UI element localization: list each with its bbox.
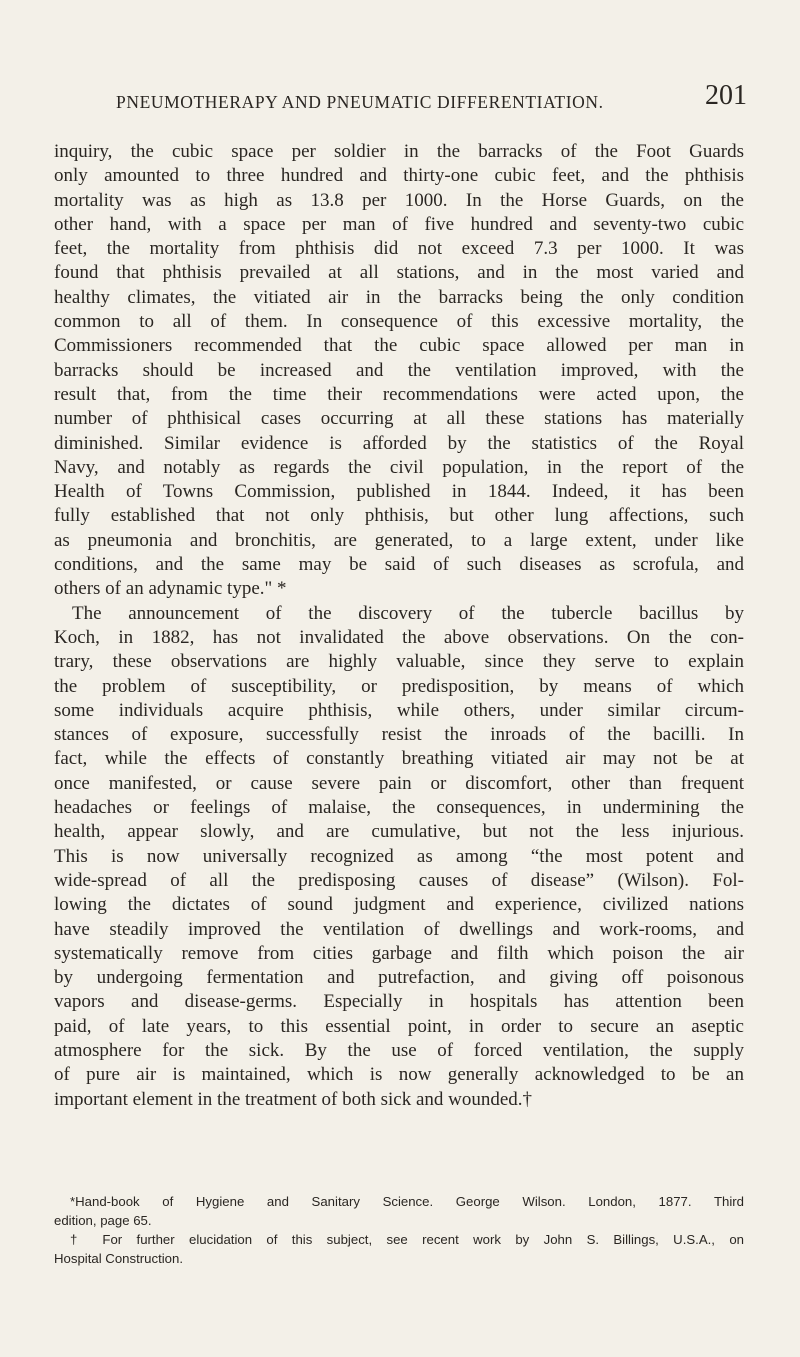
body-line: feet, the mortality from phthisis did not exceed 7.3 per 1000. It was: [54, 238, 744, 260]
body-line: common to all of them. In consequence of this excessive mortality, the: [54, 311, 744, 333]
body-line: have steadily improved the ventilation of dwellings and work-rooms, and: [54, 918, 744, 940]
body-line: other hand, with a space per man of five hundred and seventy-two cubic: [54, 213, 744, 235]
body-line: others of an adynamic type." *: [54, 578, 287, 600]
body-line: of pure air is maintained, which is now generally acknowledged to be an: [54, 1064, 744, 1086]
body-line: trary, these observations are highly valuable, since they serve to explain: [54, 651, 744, 673]
body-line: Koch, in 1882, has not invalidated the above observations. On the con-: [54, 626, 744, 648]
body-line: as pneumonia and bronchitis, are generated, to a large extent, under like: [54, 529, 744, 551]
body-line: some individuals acquire phthisis, while others, under similar circum-: [54, 699, 744, 721]
body-line: lowing the dictates of sound judgment and experience, civilized nations: [54, 894, 744, 916]
body-line: important element in the treatment of both sick and wounded.†: [54, 1088, 533, 1110]
footnote-line: *Hand-book of Hygiene and Sanitary Science. George Wilson. London, 1877. Third: [70, 1194, 744, 1209]
body-line: conditions, and the same may be said of such diseases as scrofula, and: [54, 554, 744, 576]
body-line: inquiry, the cubic space per soldier in the barracks of the Foot Guards: [54, 141, 744, 162]
body-line: by undergoing fermentation and putrefaction, and giving off poisonous: [54, 967, 744, 989]
footnote-line: Hospital Construction.: [54, 1251, 184, 1266]
footnote-line: edition, page 65.: [54, 1213, 152, 1228]
paragraph-start-line: The announcement of the discovery of the tubercle bacillus by: [72, 602, 744, 624]
page-number: 201: [705, 80, 747, 111]
footnotes: [54, 1192, 744, 1268]
footnote-line: † For further elucidation of this subject, see recent work by John S. Billings, U.S.A., on: [70, 1232, 744, 1247]
body-line: fact, while the effects of constantly breathing vitiated air may not be at: [54, 748, 744, 770]
body-line: stances of exposure, successfully resist the inroads of the bacilli. In: [54, 724, 744, 746]
body-line: found that phthisis prevailed at all stations, and in the most varied and: [54, 262, 744, 284]
body-line: systematically remove from cities garbage and filth which poison the air: [54, 942, 744, 964]
body-line: once manifested, or cause severe pain or discomfort, other than frequent: [54, 772, 744, 794]
body-line: fully established that not only phthisis, but other lung affections, such: [54, 505, 744, 527]
body-line: vapors and disease-germs. Especially in hospitals has attention been: [54, 991, 744, 1013]
body-line: mortality was as high as 13.8 per 1000. In the Horse Guards, on the: [54, 189, 744, 211]
body-line: This is now universally recognized as among “the most potent and: [54, 845, 744, 867]
body-line: the problem of susceptibility, or predisposition, by means of which: [54, 675, 744, 697]
body-line: headaches or feelings of malaise, the consequences, in undermining the: [54, 797, 744, 819]
body-line: diminished. Similar evidence is afforded by the statistics of the Royal: [54, 432, 744, 454]
body-line: number of phthisical cases occurring at all these stations has materially: [54, 408, 744, 430]
body-line: Health of Towns Commission, published in 1844. Indeed, it has been: [54, 481, 744, 503]
running-head: PNEUMOTHERAPY AND PNEUMATIC DIFFERENTIATION.: [116, 92, 604, 112]
body-line: Navy, and notably as regards the civil population, in the report of the: [54, 456, 744, 478]
body-line: Commissioners recommended that the cubic space allowed per man in: [54, 335, 744, 357]
body-line: barracks should be increased and the ventilation improved, with the: [54, 359, 744, 381]
body-line: only amounted to three hundred and thirty-one cubic feet, and the phthisis: [54, 165, 744, 187]
body-line: atmosphere for the sick. By the use of forced ventilation, the supply: [54, 1039, 744, 1061]
body-line: health, appear slowly, and are cumulative, but not the less injurious.: [54, 821, 744, 843]
body-line: wide-spread of all the predisposing causes of disease” (Wilson). Fol-: [54, 869, 744, 891]
body-line: result that, from the time their recommendations were acted upon, the: [54, 383, 744, 405]
page-header: [0, 80, 800, 120]
body-line: paid, of late years, to this essential point, in order to secure an aseptic: [54, 1015, 744, 1037]
body-line: healthy climates, the vitiated air in the barracks being the only condition: [54, 286, 744, 308]
body-text: [54, 140, 744, 1112]
